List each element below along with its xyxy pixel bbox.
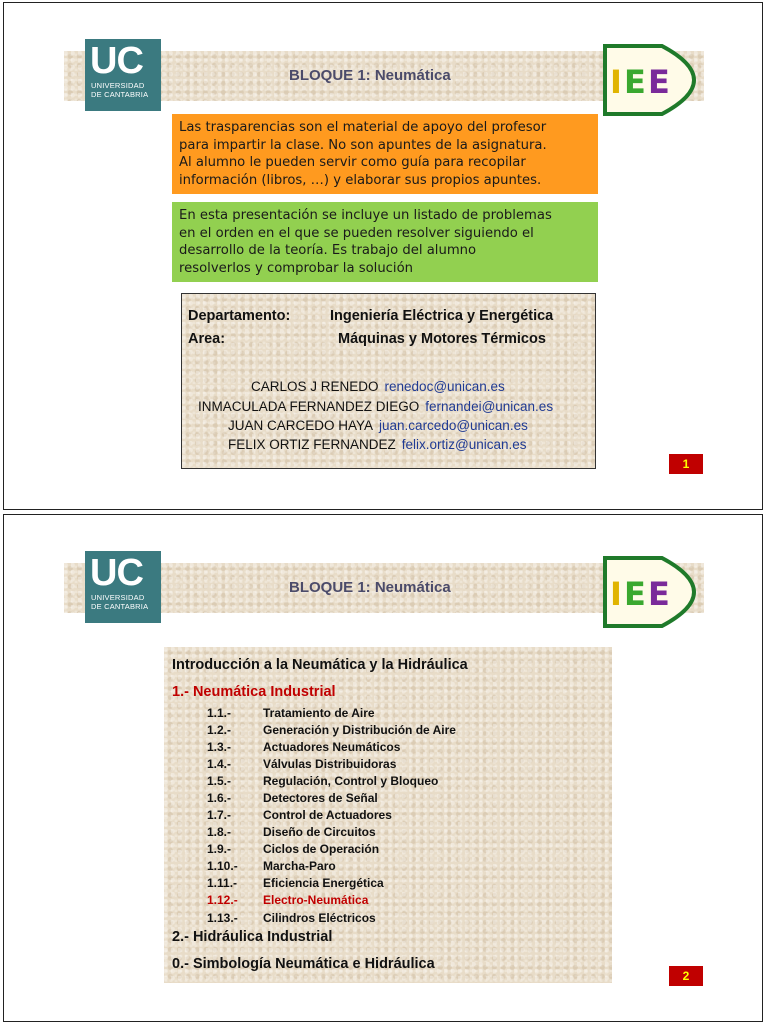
area-value: Máquinas y Motores Térmicos <box>338 331 546 347</box>
toc-item[interactable] <box>207 757 396 771</box>
toc-item[interactable] <box>207 808 392 822</box>
department-label: Departamento: <box>188 308 291 324</box>
toc-item[interactable] <box>207 825 376 839</box>
toc-item[interactable] <box>207 876 384 890</box>
toc-item-label: Cilindros Eléctricos <box>263 911 376 925</box>
contact-name: CARLOS J RENEDO <box>251 379 379 394</box>
uc-logo <box>85 39 161 111</box>
toc-item-label: Eficiencia Energética <box>263 876 384 890</box>
contact-email[interactable]: juan.carcedo@unican.es <box>379 418 528 433</box>
toc-item-label: Detectores de Señal <box>263 791 378 805</box>
iee-logo <box>602 555 698 629</box>
toc-item-number: 1.6.- <box>207 791 232 805</box>
toc-item[interactable] <box>207 842 379 856</box>
toc-item-label: Ciclos de Operación <box>263 842 380 856</box>
notice-line: información (libros, …) y elaborar sus propios apuntes. <box>179 172 542 188</box>
toc-item-number: 1.7.- <box>207 808 232 822</box>
uc-logo-line2: DE CANTABRIA <box>91 602 149 611</box>
uc-logo-line1: UNIVERSIDAD <box>91 593 145 602</box>
toc-item-number: 1.3.- <box>207 740 232 754</box>
toc-item[interactable] <box>207 859 336 873</box>
contact-email[interactable]: fernandei@unican.es <box>425 399 554 414</box>
toc-item[interactable] <box>207 911 376 925</box>
area-label: Area: <box>188 331 226 347</box>
iee-letter-e2: E <box>648 575 670 613</box>
uc-logo-mark: UC <box>90 40 143 82</box>
notice-line: en el orden en el que se pueden resolver siguiendo el <box>179 225 534 241</box>
notice-line: Las trasparencias son el material de apoyo del profesor <box>179 120 547 135</box>
toc-item-number: 1.11.- <box>207 876 238 890</box>
toc-item[interactable] <box>207 740 400 754</box>
contact-row <box>228 437 527 452</box>
toc-item-number: 1.4.- <box>207 757 232 771</box>
toc-item-number: 1.2.- <box>207 723 232 737</box>
toc-item[interactable] <box>207 706 375 720</box>
toc-item-number: 1.8.- <box>207 825 232 839</box>
toc-section-1[interactable]: 1.- Neumática Industrial <box>172 684 336 700</box>
notice-box-material <box>172 114 598 194</box>
page-number-badge: 1 <box>669 454 703 474</box>
uc-logo-line2: DE CANTABRIA <box>91 90 149 99</box>
toc-section-0[interactable]: 0.- Simbología Neumática e Hidráulica <box>172 956 435 972</box>
slide-2 <box>3 514 763 1022</box>
toc-item-label: Electro-Neumática <box>263 893 369 907</box>
contact-row <box>251 379 505 394</box>
page-number-badge: 2 <box>669 966 703 986</box>
toc-section-2[interactable]: 2.- Hidráulica Industrial <box>172 929 333 945</box>
toc-item-label: Regulación, Control y Bloqueo <box>263 774 439 788</box>
toc-item-label: Diseño de Circuitos <box>263 825 376 839</box>
iee-letter-e1: E <box>624 63 646 101</box>
iee-logo <box>602 43 698 117</box>
notice-line: para impartir la clase. No son apuntes de la asignatura. <box>179 137 547 153</box>
notice-line: En esta presentación se incluye un listado de problemas <box>179 208 552 223</box>
iee-letter-e1: E <box>624 575 646 613</box>
toc-item-current[interactable] <box>207 893 368 907</box>
toc-item[interactable] <box>207 723 456 737</box>
slide-title: BLOQUE 1: Neumática <box>289 67 451 84</box>
toc-item[interactable] <box>207 791 378 805</box>
department-box <box>181 293 596 469</box>
toc-item-label: Actuadores Neumáticos <box>263 740 401 754</box>
contact-email[interactable]: felix.ortiz@unican.es <box>401 437 527 452</box>
notice-line: resolverlos y comprobar la solución <box>179 260 414 276</box>
slide-1 <box>3 2 763 510</box>
contact-name: JUAN CARCEDO HAYA <box>228 418 374 433</box>
toc-item-label: Marcha-Paro <box>263 859 336 873</box>
department-value: Ingeniería Eléctrica y Energética <box>330 308 554 324</box>
contact-name: INMACULADA FERNANDEZ DIEGO <box>198 399 420 414</box>
contact-name: FELIX ORTIZ FERNANDEZ <box>228 437 396 452</box>
toc-item-number: 1.5.- <box>207 774 232 788</box>
toc-item[interactable] <box>207 774 438 788</box>
table-of-contents <box>164 647 612 983</box>
notice-box-problems <box>172 202 598 282</box>
iee-letter-i: I <box>610 575 622 613</box>
uc-logo <box>85 551 161 623</box>
toc-intro[interactable]: Introducción a la Neumática y la Hidráulica <box>172 657 468 673</box>
notice-line: desarrollo de la teoría. Es trabajo del alumno <box>179 243 477 258</box>
iee-letter-e2: E <box>648 63 670 101</box>
toc-item-label: Tratamiento de Aire <box>263 706 375 720</box>
slide-title: BLOQUE 1: Neumática <box>289 579 451 596</box>
toc-item-number: 1.12.- <box>207 893 238 907</box>
toc-item-number: 1.1.- <box>207 706 232 720</box>
toc-item-label: Generación y Distribución de Aire <box>263 723 456 737</box>
toc-item-number: 1.9.- <box>207 842 232 856</box>
toc-item-number: 1.10.- <box>207 859 238 873</box>
contact-email[interactable]: renedoc@unican.es <box>384 379 505 394</box>
uc-logo-mark: UC <box>90 552 143 594</box>
uc-logo-line1: UNIVERSIDAD <box>91 81 145 90</box>
toc-item-label: Válvulas Distribuidoras <box>263 757 397 771</box>
contact-row <box>228 418 528 433</box>
toc-item-label: Control de Actuadores <box>263 808 392 822</box>
notice-line: Al alumno le pueden servir como guía para recopilar <box>179 155 526 170</box>
iee-letter-i: I <box>610 63 622 101</box>
toc-item-number: 1.13.- <box>207 911 238 925</box>
contact-row <box>198 399 553 414</box>
